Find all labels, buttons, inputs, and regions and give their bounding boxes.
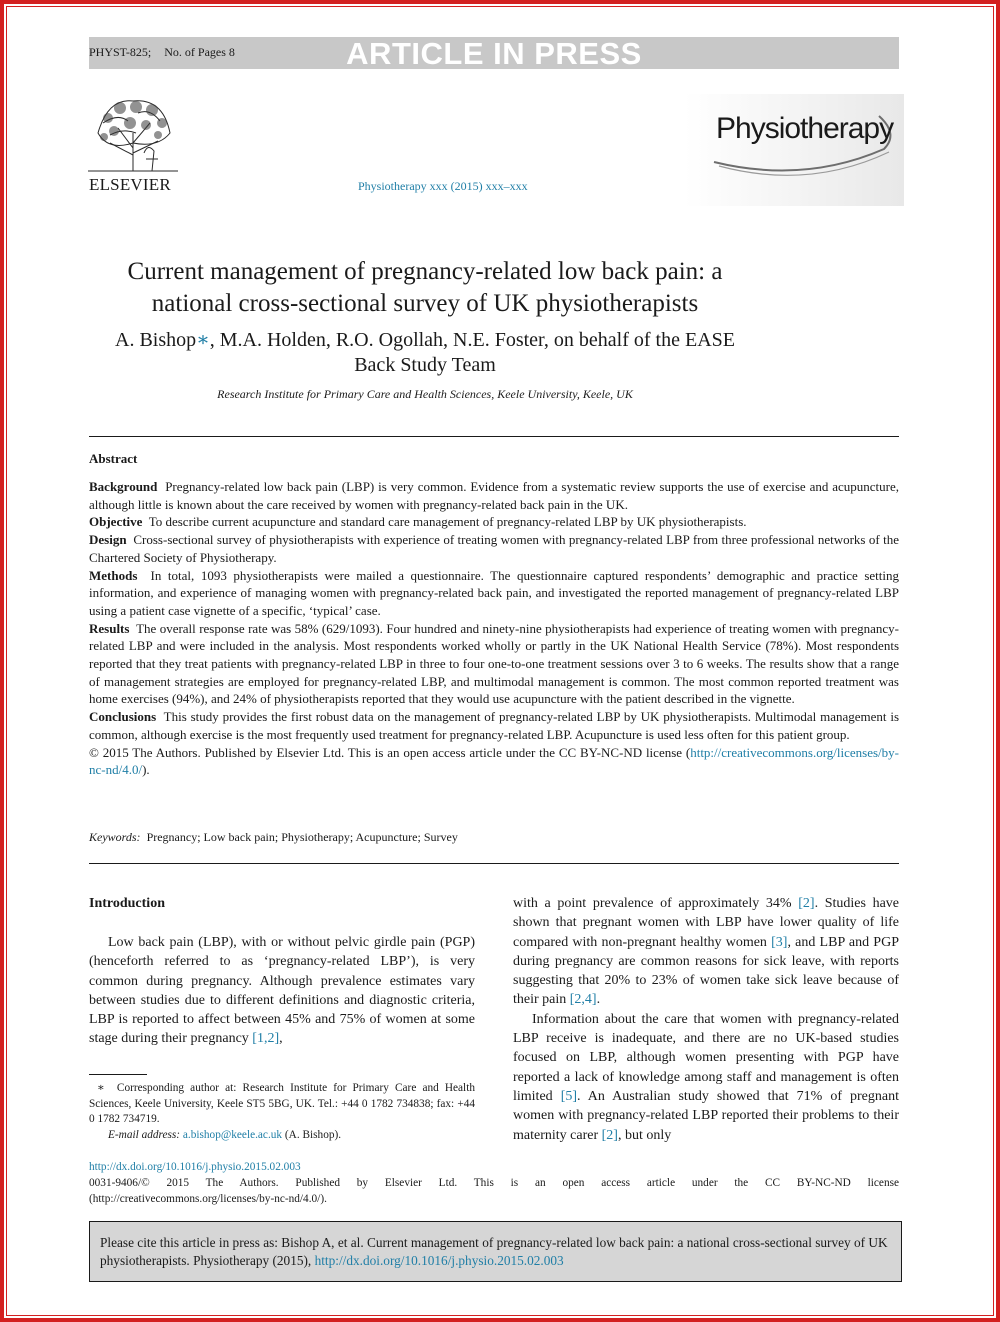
keywords-label: Keywords: (89, 830, 141, 844)
citation-2-4[interactable]: [2,4] (569, 992, 597, 1008)
corresponding-author-mark[interactable]: ∗ (196, 329, 210, 351)
authors-line-2: Back Study Team (354, 354, 496, 376)
other-authors: , M.A. Holden, R.O. Ogollah, N.E. Foster, on behalf of the EASE (209, 329, 735, 351)
title-line-1: Current management of pregnancy-related low back pain: a (127, 258, 723, 285)
footnote-email (89, 1128, 475, 1144)
intro-p3c-text: , but only (617, 1127, 672, 1143)
article-title (90, 256, 760, 320)
abstract-conclusions (89, 708, 899, 743)
objective-text: To describe current acupuncture and standard care management of pregnancy-related LBP by UK physiotherapists. (148, 514, 747, 530)
footnote-text: Corresponding author at: Research Institute for Primary Care and Health Sciences, Keele University, Keele ST5 5BG, UK. Tel.: +44 0 1782 734838; fax: +44 0 1782 734719. (89, 1082, 475, 1125)
intro-paragraph-3 (513, 1010, 899, 1145)
citation-1-2[interactable]: [1,2] (252, 1031, 280, 1047)
objective-label: Objective (89, 514, 143, 530)
email-link[interactable]: a.bishop@keele.ac.uk (182, 1128, 283, 1141)
intro-p2a-text: with a point prevalence of approximately 34% (513, 896, 792, 911)
citation-box (89, 1221, 902, 1282)
citation-doi-link[interactable]: http://dx.doi.org/10.1016/j.physio.2015.02.003 (314, 1253, 564, 1268)
abstract-top-rule (89, 436, 899, 437)
email-owner: (A. Bishop). (284, 1128, 342, 1141)
intro-p2b-text: . Studies have shown that pregnant women with LBP have lower quality of life compared with non-pregnant healthy women (513, 896, 900, 950)
right-column (513, 894, 899, 1145)
title-line-2: national cross-sectional survey of UK physiotherapists (151, 290, 699, 317)
journal-wordmark: Physiotherapy (716, 112, 894, 145)
copyright-text: © 2015 The Authors. Published by Elsevier Ltd. This is an open access article under the CC BY-NC-ND license ( (89, 744, 691, 760)
first-author: A. Bishop (115, 329, 197, 351)
design-text: Cross-sectional survey of physiotherapists with experience of treating women with pregnancy-related LBP from three professional networks of the Chartered Society of Physiotherapy. (89, 532, 899, 565)
intro-p1-text: Low back pain (LBP), with or without pelvic girdle pain (PGP) (henceforth referred to as ‘pregnancy-related LBP’), is very common during pregnancy. Although prevalence estimates vary between studies due to different definitions and diagnostic criteria, LBP is reported to affect between 45% and 75% of women at some stage during their pregnancy (89, 935, 475, 1047)
page-count: No. of Pages 8 (164, 45, 235, 59)
article-id: PHYST-825; (89, 45, 152, 59)
copyright-end: ). (142, 762, 150, 778)
intro-p2c-text: , and LBP and PGP during pregnancy are common reasons for sick leave, with reports suggesting that 20% to 23% of women take sick leave because of their pain (513, 934, 899, 1008)
citation-2b[interactable]: [2] (601, 1127, 618, 1143)
doi-block (89, 1159, 899, 1207)
results-label: Results (89, 620, 130, 636)
keywords-list: Pregnancy; Low back pain; Physiotherapy; Acupuncture; Survey (146, 830, 458, 844)
design-label: Design (89, 532, 127, 548)
citation-text: Please cite this article in press as: Bishop A, et al. Current management of pregnancy-related low back pain: a national cross-sectional survey of UK physiotherapists. Physiotherapy (2015), (100, 1235, 888, 1268)
abstract-design (89, 531, 899, 566)
abstract-methods (89, 567, 899, 620)
intro-p3a-text: Information about the care that women with pregnancy-related LBP receive is inadequate, and there are no UK-based studies focused on LBP, although women presenting with PGP have reported a lack of knowledge among staff and management is often limited (513, 1011, 899, 1104)
journal-reference[interactable]: Physiotherapy xxx (2015) xxx–xxx (358, 179, 528, 193)
author-list (90, 328, 760, 378)
doi-link[interactable]: http://dx.doi.org/10.1016/j.physio.2015.02.003 (89, 1161, 301, 1173)
introduction-heading: Introduction (89, 896, 165, 911)
abstract-results (89, 620, 899, 709)
footnote-mark: ∗ (97, 1082, 105, 1094)
affiliation: Research Institute for Primary Care and Health Sciences, Keele University, Keele, UK (217, 387, 633, 401)
abstract-bottom-rule (89, 863, 899, 864)
footnote-corresponding (89, 1081, 475, 1128)
abstract-objective (89, 513, 899, 531)
conclusions-text: This study provides the first robust data on the management of pregnancy-related LBP by UK physiotherapists. Multimodal management is common, although exercise is the most frequently used treatment for pregnancy-related LBP. Acupuncture is used less often for this patient group. (89, 709, 899, 742)
journal-swoosh-icon (684, 94, 904, 206)
issn-line: 0031-9406/© 2015 The Authors. Published by Elsevier Ltd. This is an open access article under the CC BY-NC-ND license (89, 1177, 899, 1189)
citation-3[interactable]: [3] (771, 934, 788, 950)
background-text: Pregnancy-related low back pain (LBP) is very common. Evidence from a systematic review supports the use of exercise and acupuncture, although little is known about the care received by women with pregnancy-related back pain in the UK. (89, 479, 900, 512)
email-label: E-mail address: (108, 1128, 181, 1141)
abstract-body (89, 478, 899, 779)
background-label: Background (89, 479, 158, 494)
article-in-press-banner: ARTICLE IN PRESS (346, 36, 642, 71)
citation-2[interactable]: [2] (798, 896, 815, 911)
results-text: The overall response rate was 58% (629/1093). Four hundred and ninety-nine physiotherapists had experience of treating women with pregnancy-related LBP and were included in the analysis. Most respondents worked wholly or partly in the UK National Health Service (78%). Most respondents reported that they treat patients with pregnancy-related LBP in three to four one-to-one treatment sessions over 3 to 6 weeks. The results show that a range of management strategies are employed for pregnancy-related LBP, and multimodal management is common. The most common reported treatment was home exercises (94%), and 24% of physiotherapists reported that they would use acupuncture with the patient described in the vignette. (89, 620, 899, 707)
intro-paragraph-1: Low back pain (LBP), with or without pelvic girdle pain (PGP) (henceforth referred to as ‘pregnancy-related LBP’), is very common during pregnancy. Although prevalence estimates vary between studies due to different definitions and diagnostic criteria, LBP is reported to affect between 45% and 75% of women at some stage during their pregnancy [1,2], (89, 935, 475, 1047)
methods-label: Methods (89, 567, 138, 583)
intro-p3b-text: . An Australian study showed that 71% of pregnant women with pregnancy-related LBP reported their problems to their maternity carer (513, 1088, 900, 1143)
keywords (89, 830, 458, 845)
doi-license-link[interactable]: (http://creativecommons.org/licenses/by-nc-nd/4.0/). (89, 1193, 327, 1205)
intro-paragraph-2: with a point prevalence of approximately 34% [2]. Studies have shown that pregnant women with LBP have lower quality of life compared with non-pregnant healthy women [3], and LBP and PGP during pregnancy are common reasons for sick leave, with reports suggesting that 20% to 23% of women take sick leave because of their pain [2,4]. (513, 896, 900, 1008)
abstract-background (89, 478, 899, 513)
abstract-copyright (89, 744, 899, 779)
methods-text: In total, 1093 physiotherapists were mailed a questionnaire. The questionnaire captured respondents’ demographic and practice setting information, and experience of managing women with pregnancy-related back pain, and investigated the reported management of pregnancy-related LBP using a patient case vignette of a specific, ‘typical’ case. (89, 567, 900, 618)
license-link[interactable]: http://creativecommons.org/licenses/by-nc-nd/4.0/ (89, 744, 899, 778)
abstract-heading: Abstract (89, 451, 138, 466)
elsevier-wordmark: ELSEVIER (89, 175, 171, 194)
left-column (89, 933, 475, 1049)
footnote (89, 1081, 475, 1143)
footnote-rule (89, 1074, 147, 1075)
conclusions-label: Conclusions (89, 709, 157, 725)
citation-5[interactable]: [5] (560, 1088, 578, 1104)
